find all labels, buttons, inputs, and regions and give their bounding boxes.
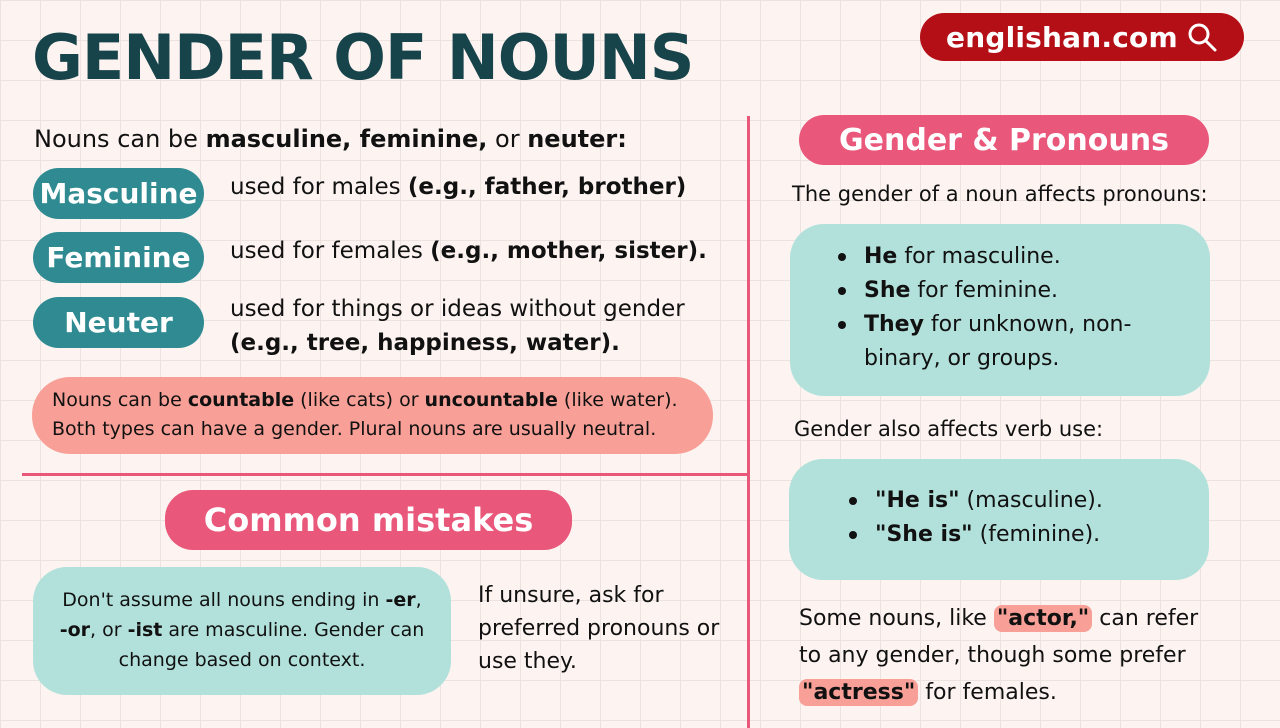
- mistake-note: Don't assume all nouns ending in -er, -or, or -ist are masculine. Gender can change based on context.: [33, 567, 451, 695]
- list-item: "She is" (feminine).: [847, 518, 1187, 552]
- neuter-description: used for things or ideas without gender (e.g., tree, happiness, water).: [230, 296, 685, 356]
- pronoun-list-box: [790, 224, 1210, 396]
- vertical-divider: [747, 116, 750, 728]
- feminine-pill: Feminine: [33, 232, 204, 283]
- list-item: She for feminine.: [836, 274, 1166, 308]
- list-item: "He is" (masculine).: [847, 484, 1187, 518]
- pronoun-intro: The gender of a noun affects pronouns:: [792, 182, 1208, 206]
- feminine-description: used for females (e.g., mother, sister).: [230, 238, 707, 264]
- actor-actress-note: Some nouns, like "actor," can refer to any gender, though some prefer "actress" for females.: [799, 606, 1199, 705]
- neuter-pill: Neuter: [33, 297, 204, 348]
- site-label: englishan.com: [946, 20, 1178, 54]
- common-mistakes-heading: Common mistakes: [165, 490, 572, 550]
- page-title: GENDER OF NOUNS: [32, 21, 694, 94]
- list-item: He for masculine.: [836, 240, 1166, 274]
- gender-pronouns-heading: Gender & Pronouns: [799, 115, 1209, 165]
- search-icon[interactable]: [1186, 21, 1218, 53]
- horizontal-divider: [22, 473, 749, 476]
- masculine-pill: Masculine: [33, 168, 204, 219]
- unsure-tip: If unsure, ask for preferred pronouns or use they.: [478, 583, 720, 674]
- verb-list-box: [789, 459, 1209, 580]
- highlight-actress: "actress": [799, 679, 918, 706]
- verb-intro: Gender also affects verb use:: [794, 417, 1104, 441]
- list-item: They for unknown, non-binary, or groups.: [836, 308, 1166, 376]
- countable-note: Nouns can be countable (like cats) or uncountable (like water). Both types can have a gender. Plural nouns are usually neutral.: [32, 377, 713, 454]
- highlight-actor: "actor,": [994, 605, 1092, 632]
- intro-text: Nouns can be masculine, feminine, or neuter:: [34, 125, 627, 153]
- masculine-description: used for males (e.g., father, brother): [230, 174, 687, 200]
- site-search-badge[interactable]: [920, 13, 1244, 61]
